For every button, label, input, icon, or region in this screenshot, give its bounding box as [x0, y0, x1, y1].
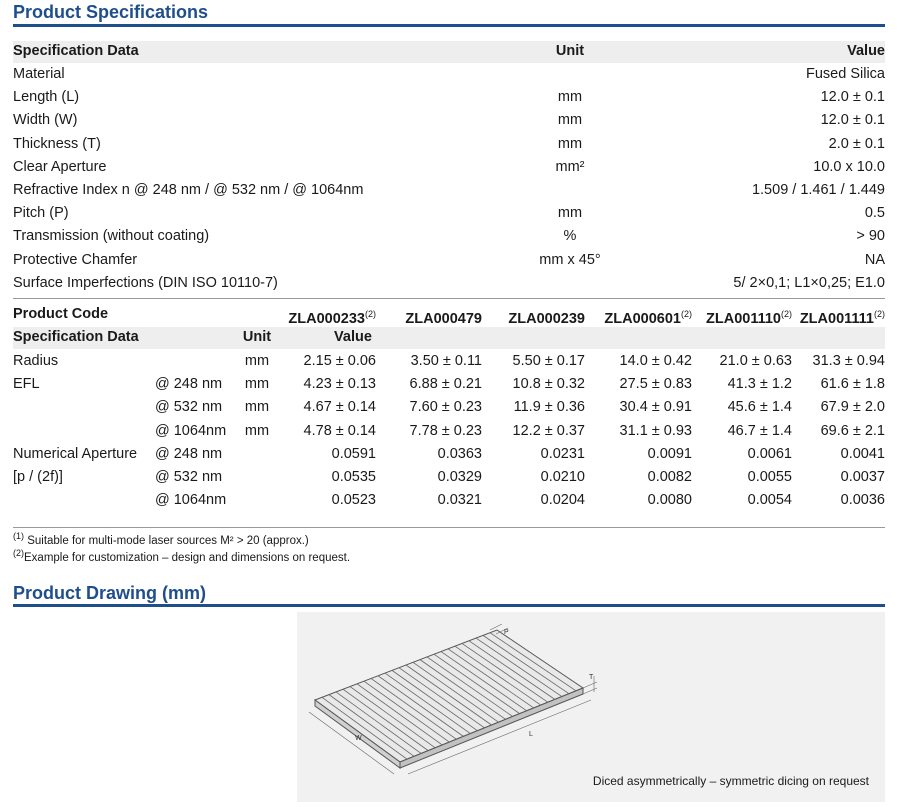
spec-name: Clear Aperture [13, 158, 107, 175]
cell-value: 4.67 ± 0.14 [303, 399, 376, 416]
footnote-2: $^{(2)}$Example for customization – design and dimensions on request. [13, 548, 351, 564]
spec-value: Fused Silica [806, 66, 885, 82]
cell-value: 0.0204 [540, 492, 585, 509]
cell-value: 61.6 ± 1.8 [820, 376, 885, 393]
cell-value: 31.1 ± 0.93 [619, 422, 692, 439]
spec-unit: mm² [555, 158, 585, 175]
cell-value: 5.50 ± 0.17 [512, 353, 585, 369]
spec-name: Refractive Index n @ 248 nm / @ 532 nm / @ 1064nm [13, 182, 364, 198]
cell-value: 21.0 ± 0.63 [719, 353, 792, 369]
spec-name: Thickness (T) [13, 135, 101, 152]
product-spec-label: Specification Data [13, 329, 139, 345]
cell-value: 41.3 ± 1.2 [727, 376, 792, 393]
spec-name: Surface Imperfections (DIN ISO 10110-7) [13, 274, 278, 291]
cell-value: 0.0210 [540, 469, 585, 485]
spec-unit: mm [557, 112, 583, 129]
row-unit: mm [244, 376, 270, 393]
spec-value: 0.5 [864, 205, 885, 222]
spec-value: > 90 [856, 228, 885, 245]
cell-value: 0.0080 [647, 492, 692, 509]
cell-value: 67.9 ± 2.0 [820, 399, 885, 416]
product-code-header: ZLA001110$^{(2)}$ [706, 309, 792, 327]
spec-unit: mm x 45° [539, 251, 601, 268]
row-label: EFL [13, 376, 40, 393]
row-label: [p / (2f)] [13, 469, 63, 485]
cell-value: 3.50 ± 0.11 [410, 353, 482, 369]
spec-value: 10.0 x 10.0 [813, 158, 885, 175]
spec-value: 12.0 ± 0.1 [820, 112, 885, 129]
cell-value: 4.78 ± 0.14 [303, 422, 376, 439]
length-label: L [529, 731, 533, 738]
spec-value: 1.509 / 1.461 / 1.449 [751, 182, 885, 198]
cell-value: 12.2 ± 0.37 [512, 422, 585, 439]
cell-value: 7.60 ± 0.23 [409, 399, 482, 416]
cell-value: 69.6 ± 2.1 [820, 422, 885, 439]
product-code-header: ZLA000239 [508, 310, 585, 327]
section-rule [13, 604, 885, 607]
row-unit: mm [244, 353, 270, 369]
width-label: W [355, 735, 362, 742]
spec-name: Protective Chamfer [13, 251, 138, 268]
spec-value: 12.0 ± 0.1 [820, 89, 885, 106]
spec-name: Length (L) [13, 89, 80, 106]
cell-value: 45.6 ± 1.4 [727, 399, 792, 416]
cell-value: 0.0037 [840, 469, 885, 485]
cell-value: 0.0061 [747, 445, 792, 462]
spec-unit: mm [557, 205, 583, 222]
spec-unit: % [563, 228, 577, 245]
cell-value: 0.0036 [840, 492, 885, 509]
cell-value: 10.8 ± 0.32 [512, 376, 585, 393]
spec-value: 5/ 2×0,1; L1×0,25; E1.0 [733, 274, 885, 291]
spec-name: Pitch (P) [13, 205, 69, 222]
drawing-caption: Diced asymmetrically – symmetric dicing on request [592, 774, 869, 788]
product-code-header: ZLA001111$^{(2)}$ [799, 309, 885, 327]
spec-name: Transmission (without coating) [13, 228, 210, 245]
cell-value: 27.5 ± 0.83 [619, 376, 692, 393]
cell-value: 0.0055 [747, 469, 792, 485]
row-unit: mm [244, 422, 270, 439]
spec-header-value: Value [847, 43, 885, 59]
row-label: Radius [13, 353, 59, 369]
cell-value: 14.0 ± 0.42 [619, 353, 692, 369]
cell-value: 0.0591 [331, 445, 376, 462]
product-code-header: ZLA000479 [405, 310, 482, 327]
row-wavelength: @ 1064nm [155, 492, 227, 509]
row-wavelength: @ 248 nm [155, 376, 223, 393]
section-title-specifications: Product Specifications [13, 2, 209, 22]
cell-value: 0.0329 [437, 469, 482, 485]
divider [13, 298, 885, 299]
spec-header-unit: Unit [555, 43, 585, 59]
divider [13, 527, 885, 528]
cell-value: 0.0535 [331, 469, 376, 485]
row-unit: mm [244, 399, 270, 416]
row-wavelength: @ 1064nm [155, 422, 227, 439]
product-code-header: ZLA000233$^{(2)}$ [288, 309, 376, 327]
cell-value: 7.78 ± 0.23 [409, 422, 482, 439]
cell-value: 0.0231 [540, 445, 585, 462]
spec-value: NA [864, 251, 885, 268]
cell-value: 0.0321 [437, 492, 482, 509]
spec-name: Material [13, 66, 65, 82]
product-code-label: Product Code [13, 306, 109, 322]
row-wavelength: @ 248 nm [155, 445, 223, 462]
spec-value: 2.0 ± 0.1 [828, 135, 885, 152]
cell-value: 0.0082 [647, 469, 692, 485]
product-header-band [13, 327, 885, 349]
thickness-label: T [589, 674, 594, 681]
cell-value: 30.4 ± 0.91 [619, 399, 692, 416]
product-unit-label: Unit [242, 329, 272, 345]
cell-value: 46.7 ± 1.4 [727, 422, 792, 439]
cell-value: 0.0041 [840, 445, 885, 462]
product-value-label: Value [334, 329, 372, 345]
product-code-header: ZLA000601$^{(2)}$ [604, 309, 692, 327]
pitch-label: P [504, 629, 509, 636]
footnote-1: $^{(1)}$ Suitable for multi-mode laser sources M² > 20 (approx.) [13, 531, 309, 547]
cell-value: 4.23 ± 0.13 [303, 376, 376, 393]
cell-value: 0.0363 [437, 445, 482, 462]
section-rule [13, 24, 885, 27]
cell-value: 11.9 ± 0.36 [513, 399, 585, 416]
cell-value: 6.88 ± 0.21 [409, 376, 482, 393]
cell-value: 0.0091 [647, 445, 692, 462]
row-wavelength: @ 532 nm [155, 469, 223, 485]
row-label: Numerical Aperture [13, 445, 138, 462]
row-wavelength: @ 532 nm [155, 399, 223, 416]
spec-name: Width (W) [13, 112, 78, 129]
spec-unit: mm [557, 135, 583, 152]
cell-value: 0.0054 [747, 492, 792, 509]
cell-value: 31.3 ± 0.94 [812, 353, 885, 369]
cell-value: 0.0523 [331, 492, 376, 509]
spec-unit: mm [557, 89, 583, 106]
spec-header-name: Specification Data [13, 43, 139, 59]
section-title-drawing: Product Drawing (mm) [13, 583, 207, 603]
cell-value: 2.15 ± 0.06 [303, 353, 376, 369]
